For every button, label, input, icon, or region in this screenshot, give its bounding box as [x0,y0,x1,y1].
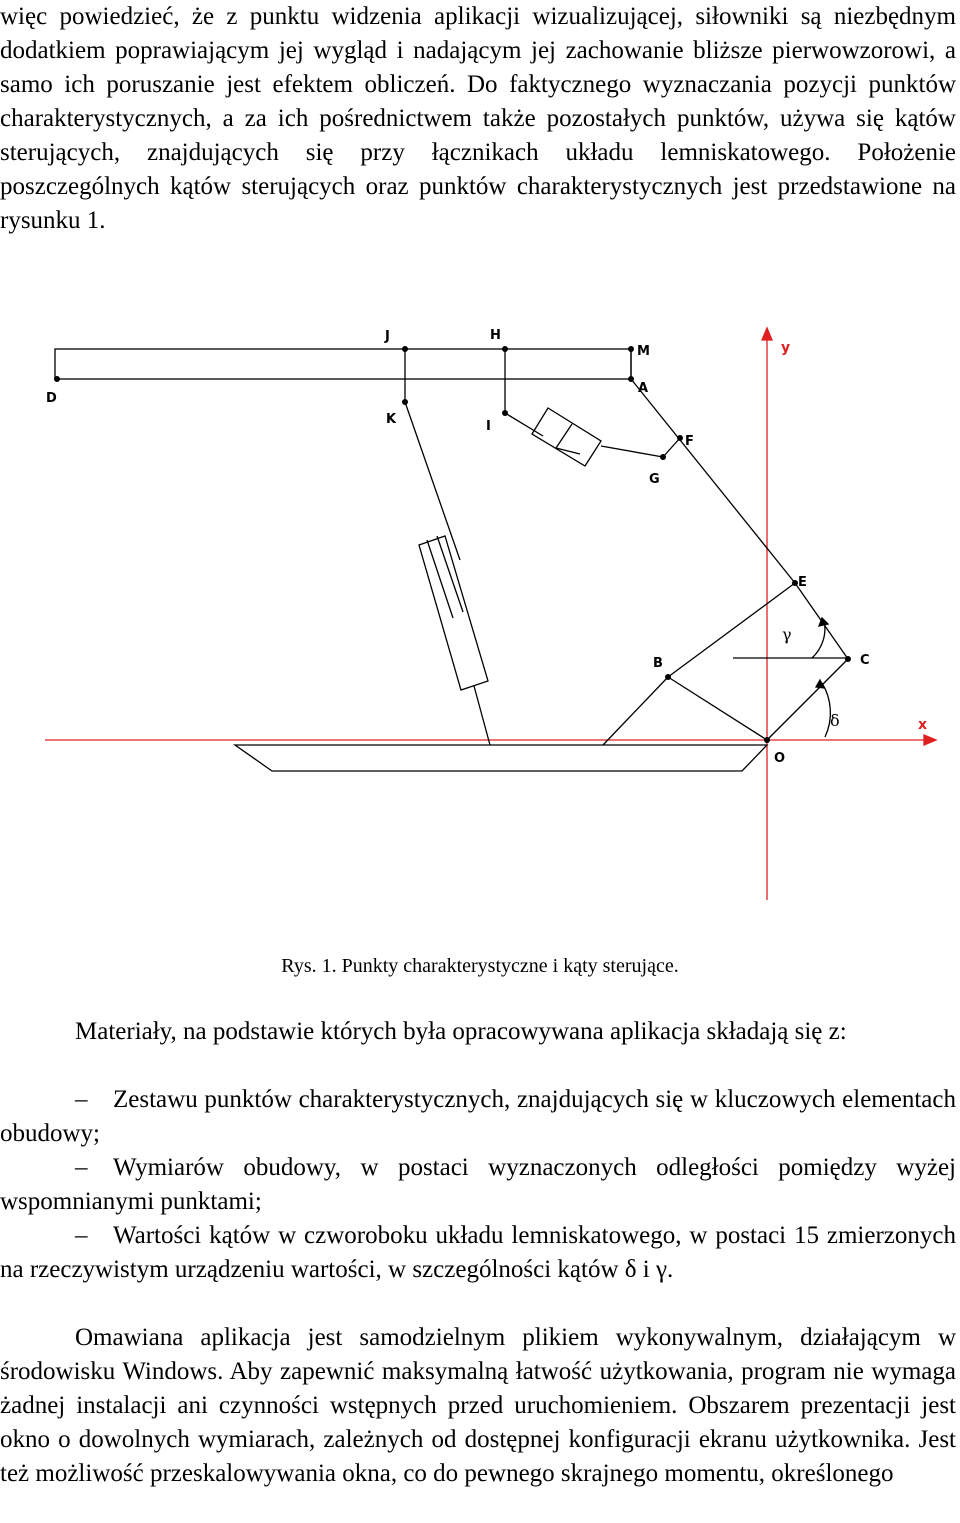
x-axis-arrow [924,735,936,745]
figure-caption: Rys. 1. Punkty charakterystyczne i kąty sterujące. [281,955,679,977]
point-O [764,737,770,743]
point-J [402,346,408,352]
label-G: G [649,472,660,487]
characteristic-points [54,346,851,743]
list-dash: – [75,1222,88,1249]
point-F [677,435,683,441]
base-plate [235,745,767,771]
list-item-text: Wartości kątów w czworoboku układu lemniskatowego, w postaci 15 zmierzonych na rzeczywistym urządzeniu wartości, w szczególności kątów δ i γ. [0,1222,956,1283]
label-delta: δ [830,711,840,730]
point-I [502,410,508,416]
closing-paragraph: Omawiana aplikacja jest samodzielnym plikiem wykonywalnym, działającym w środowisku Windows. Aby zapewnić maksymalną łatwość użytkowania, program nie wymaga żadnej instalacji ani czynności wstępnych przed uruchomieniem. Obszarem prezentacji jest okno o dowolnych wymiarach, zależnych od dostępnej konfiguracji ekranu użytkownika. Jest też możliwość przeskalowywania okna, co do pewnego skrajnego momentu, określonego [0,1324,956,1487]
coordinate-axes [45,328,936,900]
point-D [54,376,60,382]
label-C: C [860,653,870,668]
point-M [628,346,634,352]
point-H [502,346,508,352]
label-H: H [490,328,501,343]
list-item [0,1083,956,1151]
point-G [660,454,666,460]
label-gamma: γ [782,625,792,644]
label-D: D [46,391,57,406]
small-actuator [532,408,601,466]
label-F: F [685,434,694,449]
list-dash: – [75,1086,88,1113]
upper-arm-body [55,349,631,379]
list-item-text: Zestawu punktów charakterystycznych, znajdujących się w kluczowych elementach obudowy; [0,1086,956,1147]
label-y-axis: y [781,340,791,356]
materials-paragraph: Materiały, na podstawie których była opracowywana aplikacja składają się z: [75,1018,847,1045]
list-dash: – [75,1154,88,1181]
label-K: K [386,412,397,427]
label-E: E [798,575,807,590]
point-A [628,376,634,382]
list-item-text: Wymiarów obudowy, w postaci wyznaczonych odległości pomiędzy wyżej wspomnianymi punktami; [0,1154,956,1215]
long-actuator [419,536,488,690]
y-axis-arrow [762,328,772,340]
mechanism-drawing [55,349,848,771]
point-labels [46,328,870,766]
label-O: O [774,751,786,766]
label-x-axis: x [918,717,928,733]
point-B [665,674,671,680]
label-A: A [638,381,649,396]
list-item [0,1219,956,1287]
intro-paragraph: więc powiedzieć, że z punktu widzenia aplikacji wizualizującej, siłowniki są niezbędnym dodatkiem poprawiającym jej wygląd i nadającym jej zachowanie bliższe pierwowzorowi, a samo ich poruszanie jest efektem obliczeń. Do faktycznego wyznaczania pozycji punktów charakterystycznych, a za ich pośrednictwem także pozostałych punktów, używa się kątów sterujących, znajdujących się przy łącznikach układu lemniskatowego. Położenie poszczególnych kątów sterujących oraz punktów charakterystycznych jest przedstawione na rysunku 1. [0,3,956,234]
point-C [845,656,851,662]
label-B: B [653,656,663,671]
figure-lemniscate-mechanism [0,300,960,960]
label-M: M [637,344,650,359]
label-J: J [385,329,390,344]
list-item [0,1151,956,1219]
label-I: I [486,419,491,434]
point-K [402,399,408,405]
